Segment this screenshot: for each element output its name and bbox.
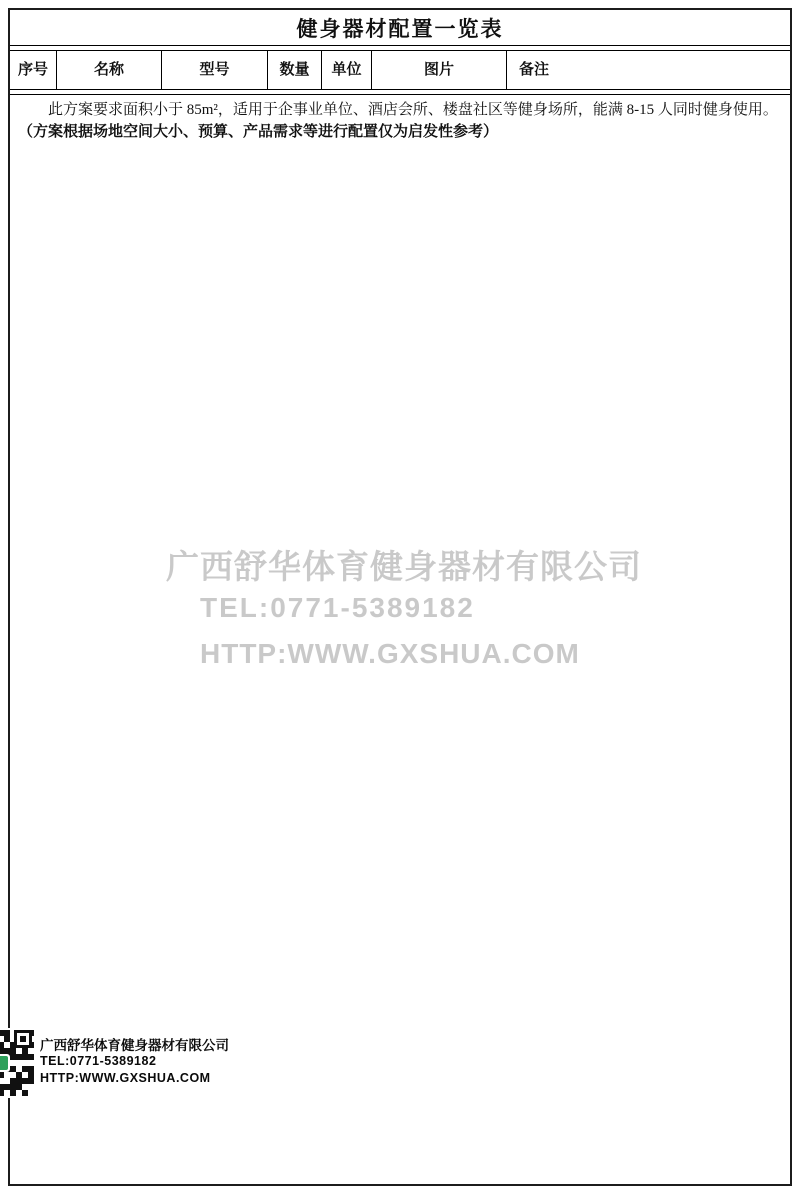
page-title: 健身器材配置一览表 (10, 10, 790, 46)
company-name-overlay: 广西舒华体育健身器材有限公司 (40, 1038, 229, 1053)
company-tel-overlay: TEL:0771-5389182 (40, 1054, 157, 1068)
watermark-tel: TEL:0771-5389182 (200, 592, 475, 623)
watermark-company: 广西舒华体育健身器材有限公司 (166, 548, 642, 585)
footer-note (10, 94, 790, 1184)
table-header-row (10, 50, 790, 90)
qr-code (0, 1028, 36, 1098)
column-header-6: 备注 (519, 61, 550, 78)
watermark-url: HTTP:WWW.GXSHUA.COM (200, 638, 580, 669)
column-header-1: 名称 (57, 51, 162, 89)
column-header-5: 图片 (372, 51, 507, 89)
footer-line-2: （方案根据场地空间大小、预算、产品需求等进行配置仅为启发性参考） (18, 123, 499, 140)
footer-line-1: 此方案要求面积小于 85m²，适用于企事业单位、酒店会所、楼盘社区等健身场所，能满 8-15 人同时健身使用。 (48, 102, 778, 118)
equipment-table (8, 8, 792, 1186)
company-url-overlay: HTTP:WWW.GXSHUA.COM (40, 1071, 211, 1085)
column-header-2: 型号 (162, 51, 268, 89)
column-header-3: 数量 (268, 51, 322, 89)
column-header-4: 单位 (322, 51, 372, 89)
column-header-0: 序号 (10, 51, 57, 89)
